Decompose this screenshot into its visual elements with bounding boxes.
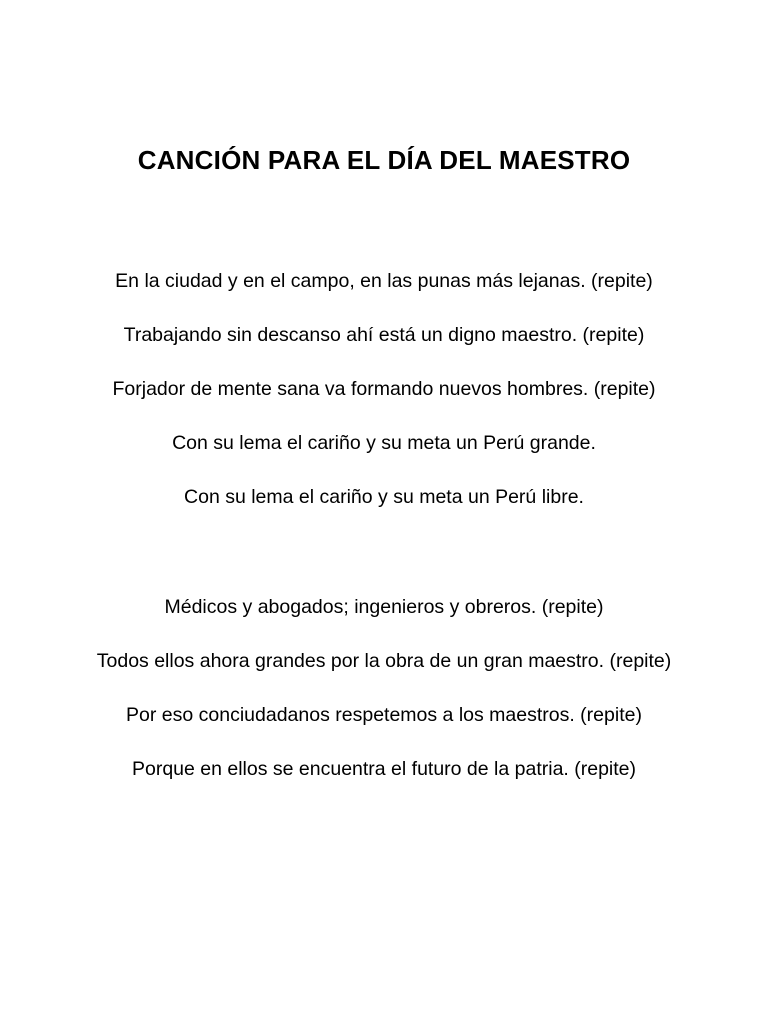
- song-title: CANCIÓN PARA EL DÍA DEL MAESTRO: [137, 145, 631, 175]
- verse-line: Porque en ellos se encuentra el futuro de la patria. (repite): [131, 758, 637, 780]
- verse-line: Médicos y abogados; ingenieros y obreros. (repite): [164, 596, 604, 618]
- verse-line: Por eso conciudadanos respetemos a los maestros. (repite): [126, 704, 642, 726]
- verse-2: [0, 590, 768, 806]
- verse-line: Forjador de mente sana va formando nuevos hombres. (repite): [112, 378, 656, 400]
- verse-line: Con su lema el cariño y su meta un Perú libre.: [184, 486, 584, 508]
- verse-line: Trabajando sin descanso ahí está un digno maestro. (repite): [123, 324, 645, 346]
- verse-line: Con su lema el cariño y su meta un Perú grande.: [172, 432, 596, 454]
- verse-line: Todos ellos ahora grandes por la obra de un gran maestro. (repite): [96, 650, 672, 672]
- verse-1: [0, 264, 768, 534]
- verse-line: En la ciudad y en el campo, en las punas más lejanas. (repite): [115, 270, 653, 292]
